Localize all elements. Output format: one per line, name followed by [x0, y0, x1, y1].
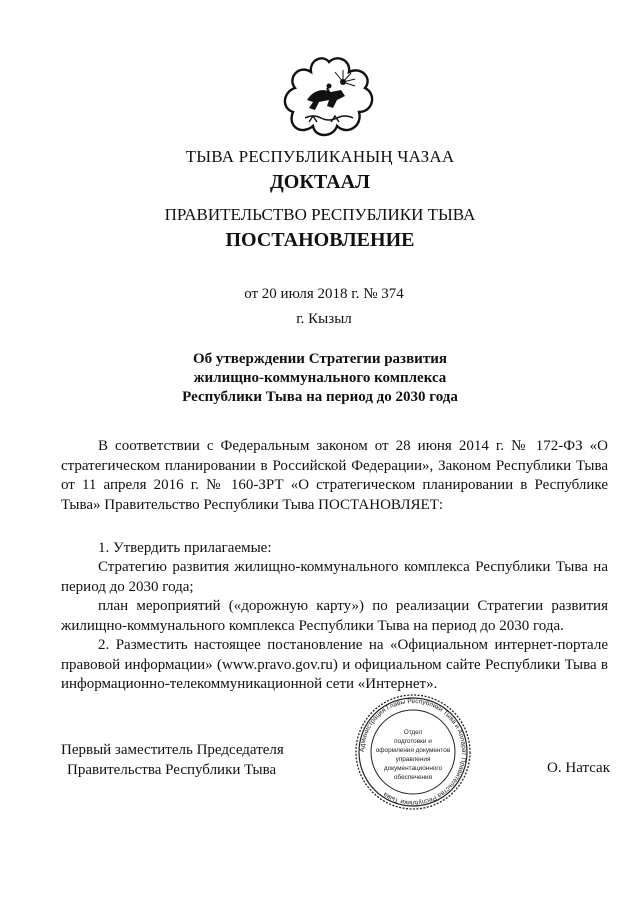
decree-city: г. Кызыл: [296, 311, 352, 327]
paragraph-roadmap: план мероприятий («дорожную карту») по реализации Стратегии развития жилищно-коммунального комплекса Республики Тыва на период до 2030 года.: [61, 598, 608, 634]
stamp-center-line: подготовки и: [394, 738, 432, 745]
signatory-name: О. Натсак: [547, 760, 610, 776]
coat-of-arms-emblem: [283, 56, 375, 142]
header-tuvan-government: ТЫВА РЕСПУБЛИКАНЫҢ ЧАЗАА: [185, 147, 455, 166]
paragraph-strategy: Стратегию развития жилищно-коммунального комплекса Республики Тыва на период до 2030 года;: [61, 559, 608, 595]
header-tuvan-decree: ДОКТААЛ: [270, 171, 370, 193]
stamp-center-line: документационного: [383, 765, 443, 772]
decree-title-line: жилищно-коммунального комплекса: [193, 370, 447, 386]
signatory-position: [61, 741, 284, 780]
signatory-position-line: Правительства Республики Тыва: [67, 761, 277, 778]
official-stamp: [352, 693, 474, 811]
signatory-position-line: Первый заместитель Председателя: [61, 742, 284, 758]
decree-title: [0, 350, 640, 407]
paragraph-approve: 1. Утвердить прилагаемые:: [98, 540, 272, 556]
stamp-center-line: управления: [395, 756, 431, 763]
paragraph-preamble: В соответствии с Федеральным законом от 28 июня 2014 г. № 172-ФЗ «О стратегическом планировании в Российской Федерации», Законом Республики Тыва от 11 апреля 2016 г. № 160-ЗРТ «О стратегическом планировании в Республике Тыва» Правительство Республики Тыва ПОСТАНОВЛЯЕТ:: [61, 438, 608, 513]
stamp-center-line: обеспечения: [393, 774, 433, 781]
stamp-ring-text: Администрация Главы Республики Тыва и Аппарат Правительства Республики Тыва: [358, 697, 468, 807]
stamp-center-line: Отдел: [403, 729, 423, 736]
stamp-center-line: оформления документов: [375, 747, 451, 754]
header-decree: ПОСТАНОВЛЕНИЕ: [225, 229, 415, 251]
decree-title-line: Об утверждении Стратегии развития: [193, 351, 447, 367]
header-government: ПРАВИТЕЛЬСТВО РЕСПУБЛИКИ ТЫВА: [164, 205, 476, 224]
paragraph-publish: 2. Разместить настоящее постановление на «Официальном интернет-портале правовой информации» (www.pravo.gov.ru) и официальном сайте Республики Тыва в информационно-телекоммуникационной сети «Интернет».: [61, 637, 608, 692]
decree-date-number: от 20 июля 2018 г. № 374: [244, 286, 404, 302]
decree-title-line: Республики Тыва на период до 2030 года: [182, 389, 458, 405]
